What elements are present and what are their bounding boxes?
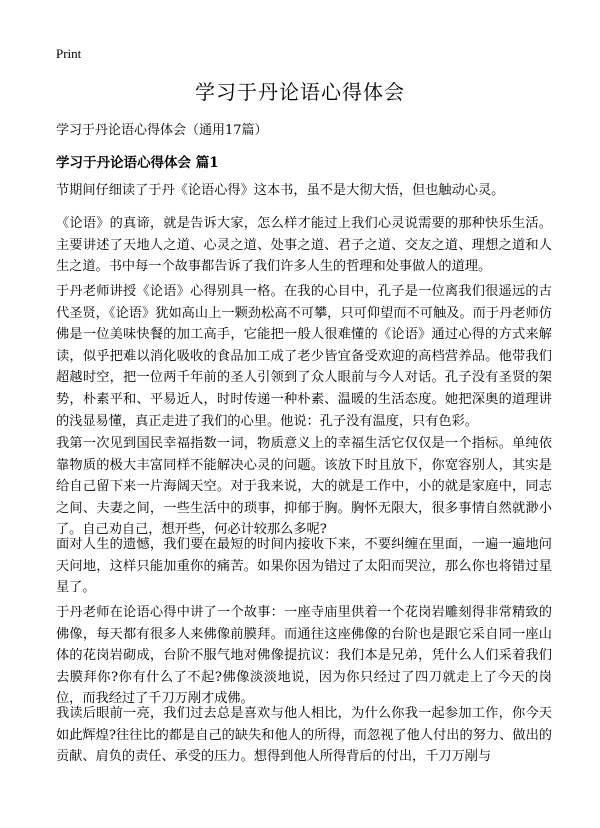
- paragraph-3: 于丹老师讲授《论语》心得别具一格。在我的心目中，孔子是一位离我们很遥远的古代圣贤，《论语》犹如高山上一颗劲松高不可攀，只可仰望而不可触及。而于丹老师仿佛是一位美味快餐的加工高手，它能把一般人很难懂的《论语》通过心得的方式来解读，似乎把难以消化吸收的食品加工成了老少皆宜备受欢迎的高档营养品。他带我们超越时空，把一位两千年前的圣人引领到了众人眼前与今人对话。孔子没有圣贤的架势，朴素平和、平易近人，时时传递一种朴素、温暖的生活态度。她把深奥的道理讲的浅显易懂，真正走进了我们的心里。他说：孔子没有温度，只有色彩。: [56, 284, 552, 429]
- paragraph-2: 《论语》的真谛，就是告诉大家，怎么样才能过上我们心灵说需要的那种快乐生活。主要讲述了天地人之道、心灵之道、处事之道、君子之道、交友之道、理想之道和人生之道。书中每一个故事都告诉了我们许多人生的哲理和处事做人的道理。: [56, 216, 552, 275]
- paragraph-5: 面对人生的遗憾，我们要在最短的时间内接收下来，不要纠缠在里面，一遍一遍地问天问地，这样只能加重你的痛苦。如果你因为错过了太阳而哭泣，那么你也将错过星星了。: [56, 537, 552, 596]
- paragraph-1: 节期间仔细读了于丹《论语心得》这本书，虽不是大彻大悟，但也触动心灵。: [56, 183, 505, 198]
- page-title: 学习于丹论语心得体会: [195, 80, 405, 104]
- print-label: Print: [56, 46, 82, 61]
- paragraph-6: 于丹老师在论语心得中讲了一个故事：一座寺庙里供着一个花岗岩雕刻得非常精致的佛像，每天都有很多人来佛像前膜拜。而通往这座佛像的台阶也是跟它采自同一座山体的花岗岩砌成，台阶不服气地对佛像提抗议：我们本是兄弟，凭什么人们采着我们去膜拜你?你有什么了不起?佛像淡淡地说，因为你只经过了四刀就走上了今天的岗位，而我经过了千刀万剐才成佛。: [56, 605, 552, 707]
- document-subtitle: 学习于丹论语心得体会（通用17篇）: [56, 123, 268, 138]
- paragraph-7: 我读后眼前一亮，我们过去总是喜欢与他人相比，为什么你我一起参加工作，你今天如此辉煌?往往比的都是自己的缺失和他人的所得，而忽视了他人付出的努力、做出的贡献、肩负的责任、承受的压力。想得到他人所得背后的付出，千刀万剐与: [56, 706, 552, 765]
- paragraph-4: 我第一次见到国民幸福指数一词，物质意义上的幸福生活它仅仅是一个指标。单纯依靠物质的极大丰富同样不能解决心灵的问题。该放下时且放下，你宽容别人，其实是给自己留下来一片海阔天空。对于我来说，大的就是工作中，小的就是家庭中，同志之间、夫妻之间，一些生活中的琐事，抑郁于胸。胸怀无限大，很多事情自然就渺小了。自己劝自己，想开些，何必计较那么多呢?: [56, 436, 552, 538]
- section-heading: 学习于丹论语心得体会 篇1: [56, 155, 219, 171]
